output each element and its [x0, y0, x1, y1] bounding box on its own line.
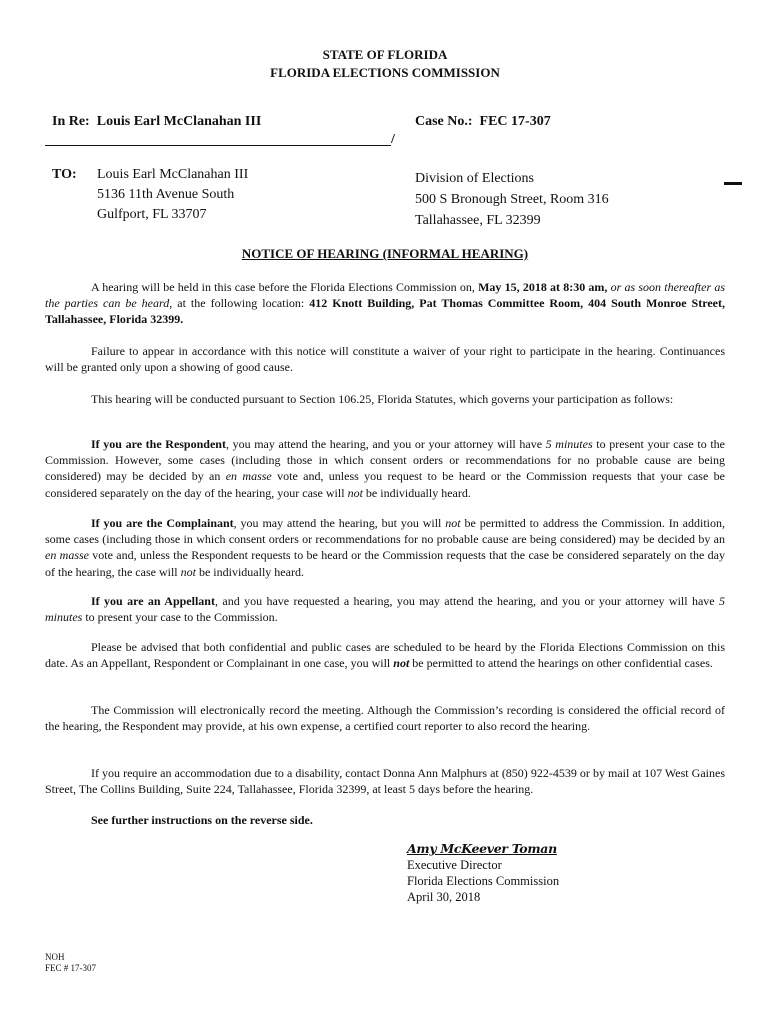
text-run: vote and, unless you request to be heard or the Commission requests that your case be considered separately on the day of the hearing, your case will: [45, 469, 725, 500]
in-re-line: [52, 114, 261, 130]
text-run: 5 minutes: [45, 594, 726, 625]
footer: [45, 952, 96, 974]
division-line: Tallahassee, FL 32399: [415, 213, 541, 228]
text-run: not: [180, 564, 196, 579]
text-run: , you may attend the hearing, and you or your attorney will have: [225, 437, 546, 451]
text-run: not: [445, 516, 461, 530]
text-run: 5 minutes: [545, 437, 593, 451]
notice-title: NOTICE OF HEARING (INFORMAL HEARING): [241, 246, 529, 261]
signer-org: Florida Elections Commission: [407, 874, 560, 888]
dash-mark: [724, 182, 742, 185]
paragraph-statute: This hearing will be conducted pursuant to Section 106.25, Florida Statutes, which governs your participation as follows:: [91, 392, 674, 406]
text-run: , and you have requested a hearing, you may attend the hearing, and you or your attorney will have: [214, 594, 720, 608]
paragraph-failure: Failure to appear in accordance with this notice will constitute a waiver of your right to participate in the hearing. Continuances will be granted only upon a showing of good cause.: [45, 344, 725, 375]
division-line: 500 S Bronough Street, Room 316: [415, 192, 609, 207]
text-run: to present your case to the Commission.: [82, 610, 278, 625]
signer-title: Executive Director: [407, 858, 502, 872]
paragraph-hearing: [45, 279, 725, 328]
signature-block: [407, 841, 559, 905]
text-run: If you are the Respondent: [91, 437, 226, 451]
text-run: Please be advised that both confidential and public cases are scheduled to be heard by the Florida Elections Commission on this date. As an Appellant, Respondent or Complainant in one case, you will: [45, 640, 725, 671]
hearing-location: 412 Knott Building, Pat Thomas Committee Room, 404 South Monroe Street, Tallahassee, Florida 32399.: [45, 296, 725, 327]
recipient-line: 5136 11th Avenue South: [97, 187, 235, 202]
text-run: not: [347, 485, 363, 500]
paragraph-confidential: [45, 639, 725, 671]
division-address: [415, 168, 609, 231]
text-run: A hearing will be held in this case before the Florida Elections Commission on,: [91, 280, 479, 294]
recipient-line: Gulfport, FL 33707: [97, 207, 207, 222]
footer-noh: NOH: [45, 952, 65, 962]
paragraph-complainant: [45, 515, 725, 580]
recipient-line: Louis Earl McClanahan III: [97, 167, 249, 182]
text-run: or as soon thereafter as the parties can be heard: [45, 280, 725, 311]
division-line: Division of Elections: [415, 171, 534, 186]
reverse-side-note: See further instructions on the reverse side.: [91, 813, 313, 827]
case-number: FEC 17-307: [479, 114, 551, 129]
case-label: Case No.:: [415, 114, 473, 129]
paragraph-respondent: [45, 436, 725, 501]
text-run: not: [393, 656, 410, 671]
paragraph-appellant: [45, 593, 725, 625]
recipient-address: [97, 165, 248, 225]
paragraph-recording: The Commission will electronically record the meeting. Although the Commission’s recording is considered the official record of the hearing, the Respondent may provide, at his own expense, a certified court reporter to also record the hearing.: [45, 703, 725, 734]
caption-underline: [45, 145, 391, 146]
hearing-date: May 15, 2018 at 8:30 am,: [478, 280, 608, 294]
to-label: TO:: [52, 167, 77, 182]
text-run: to present your case to the Commission. However, some cases (including those in which consent orders or recommendations for no probable cause are being considered) may be decided by an: [45, 437, 725, 484]
caption-slash: /: [391, 132, 395, 147]
signature-script: Amy McKeever Toman: [407, 841, 557, 856]
text-run: be individually heard.: [362, 485, 471, 500]
text-run: , at the following location:: [169, 296, 310, 311]
paragraph-accommodation: If you require an accommodation due to a disability, contact Donna Ann Malphurs at (850) 922-4539 or by mail at 107 West Gaines Street, The Collins Building, Suite 224, Tallahassee, Florida 32399, at least 5 days before the hearing.: [45, 766, 725, 797]
text-run: en masse: [225, 469, 272, 484]
text-run: be individually heard.: [195, 564, 304, 579]
text-run: vote and, unless the Respondent requests to be heard or the Commission requests that the case be considered separately on the day of the hearing, the case will: [45, 548, 725, 579]
text-run: be permitted to attend the hearings on other confidential cases.: [409, 656, 713, 671]
text-run: If you are an Appellant: [91, 594, 215, 608]
signature-date: April 30, 2018: [407, 890, 481, 904]
respondent-name: Louis Earl McClanahan III: [96, 114, 262, 129]
text-run: If you are the Complainant: [91, 516, 234, 530]
header-commission: FLORIDA ELECTIONS COMMISSION: [270, 65, 500, 80]
text-run: en masse: [45, 548, 89, 563]
in-re-label: In Re:: [52, 114, 90, 129]
text-run: be permitted to address the Commission. In addition, some cases (including those in which consent orders or recommendations for no probable cause are being considered) may be decided by an: [45, 516, 726, 547]
footer-fec: FEC # 17-307: [45, 963, 97, 973]
header-state: STATE OF FLORIDA: [322, 47, 448, 62]
case-number-line: [415, 114, 551, 130]
text-run: , you may attend the hearing, but you will: [233, 516, 446, 530]
